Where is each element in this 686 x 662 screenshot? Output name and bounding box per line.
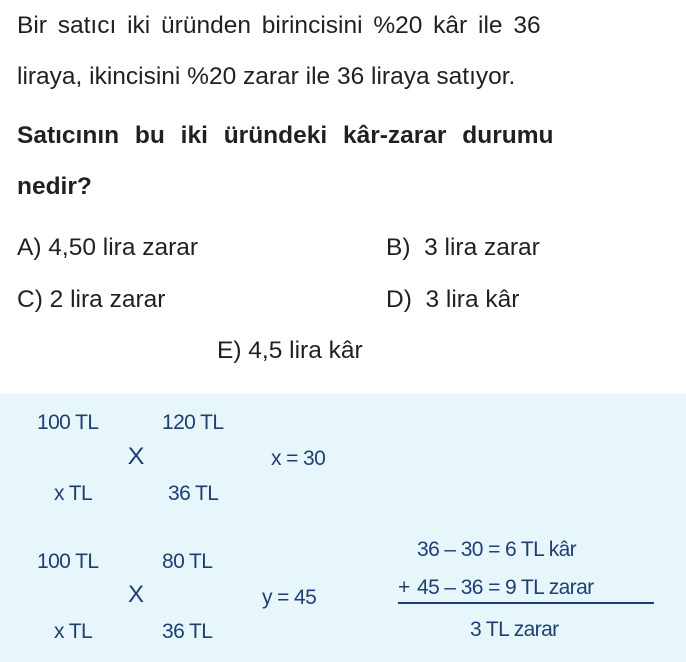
sum-line-2: 45 – 36 = 9 TL zarar bbox=[417, 576, 594, 599]
p1-top-left: 100 TL bbox=[37, 411, 99, 434]
option-d[interactable]: D) 3 lira kâr bbox=[386, 286, 520, 313]
sum-line-1: 36 – 30 = 6 TL kâr bbox=[417, 538, 577, 561]
p2-bottom-right: 36 TL bbox=[162, 620, 213, 643]
p2-top-right: 80 TL bbox=[162, 550, 213, 573]
p2-top-left: 100 TL bbox=[37, 550, 99, 573]
p2-bottom-left: x TL bbox=[54, 620, 93, 643]
option-c[interactable]: C) 2 lira zarar bbox=[17, 286, 166, 313]
sum-plus-sign: + bbox=[398, 576, 410, 599]
p2-cross-icon: X bbox=[128, 581, 145, 608]
question-prompt-line-1: Satıcının bu iki üründeki kâr-zarar durumu bbox=[17, 122, 554, 149]
question-prompt-line-2: nedir? bbox=[17, 173, 92, 200]
question-line-2: liraya, ikincisini %20 zarar ile 36 liraya satıyor. bbox=[17, 63, 516, 90]
option-e[interactable]: E) 4,5 lira kâr bbox=[217, 337, 363, 364]
sum-line-2-underline bbox=[398, 602, 654, 604]
sum-total: 3 TL zarar bbox=[470, 618, 559, 641]
p2-result: y = 45 bbox=[262, 586, 317, 609]
solution-panel bbox=[0, 394, 686, 662]
option-b[interactable]: B) 3 lira zarar bbox=[386, 234, 540, 261]
p1-top-right: 120 TL bbox=[162, 411, 224, 434]
p1-cross-icon: X bbox=[127, 443, 145, 470]
p1-bottom-left: x TL bbox=[54, 482, 93, 505]
p1-result: x = 30 bbox=[271, 447, 326, 470]
p1-bottom-right: 36 TL bbox=[168, 482, 219, 505]
option-a[interactable]: A) 4,50 lira zarar bbox=[17, 234, 199, 261]
question-line-1: Bir satıcı iki üründen birincisini %20 kâr ile 36 bbox=[17, 12, 541, 39]
